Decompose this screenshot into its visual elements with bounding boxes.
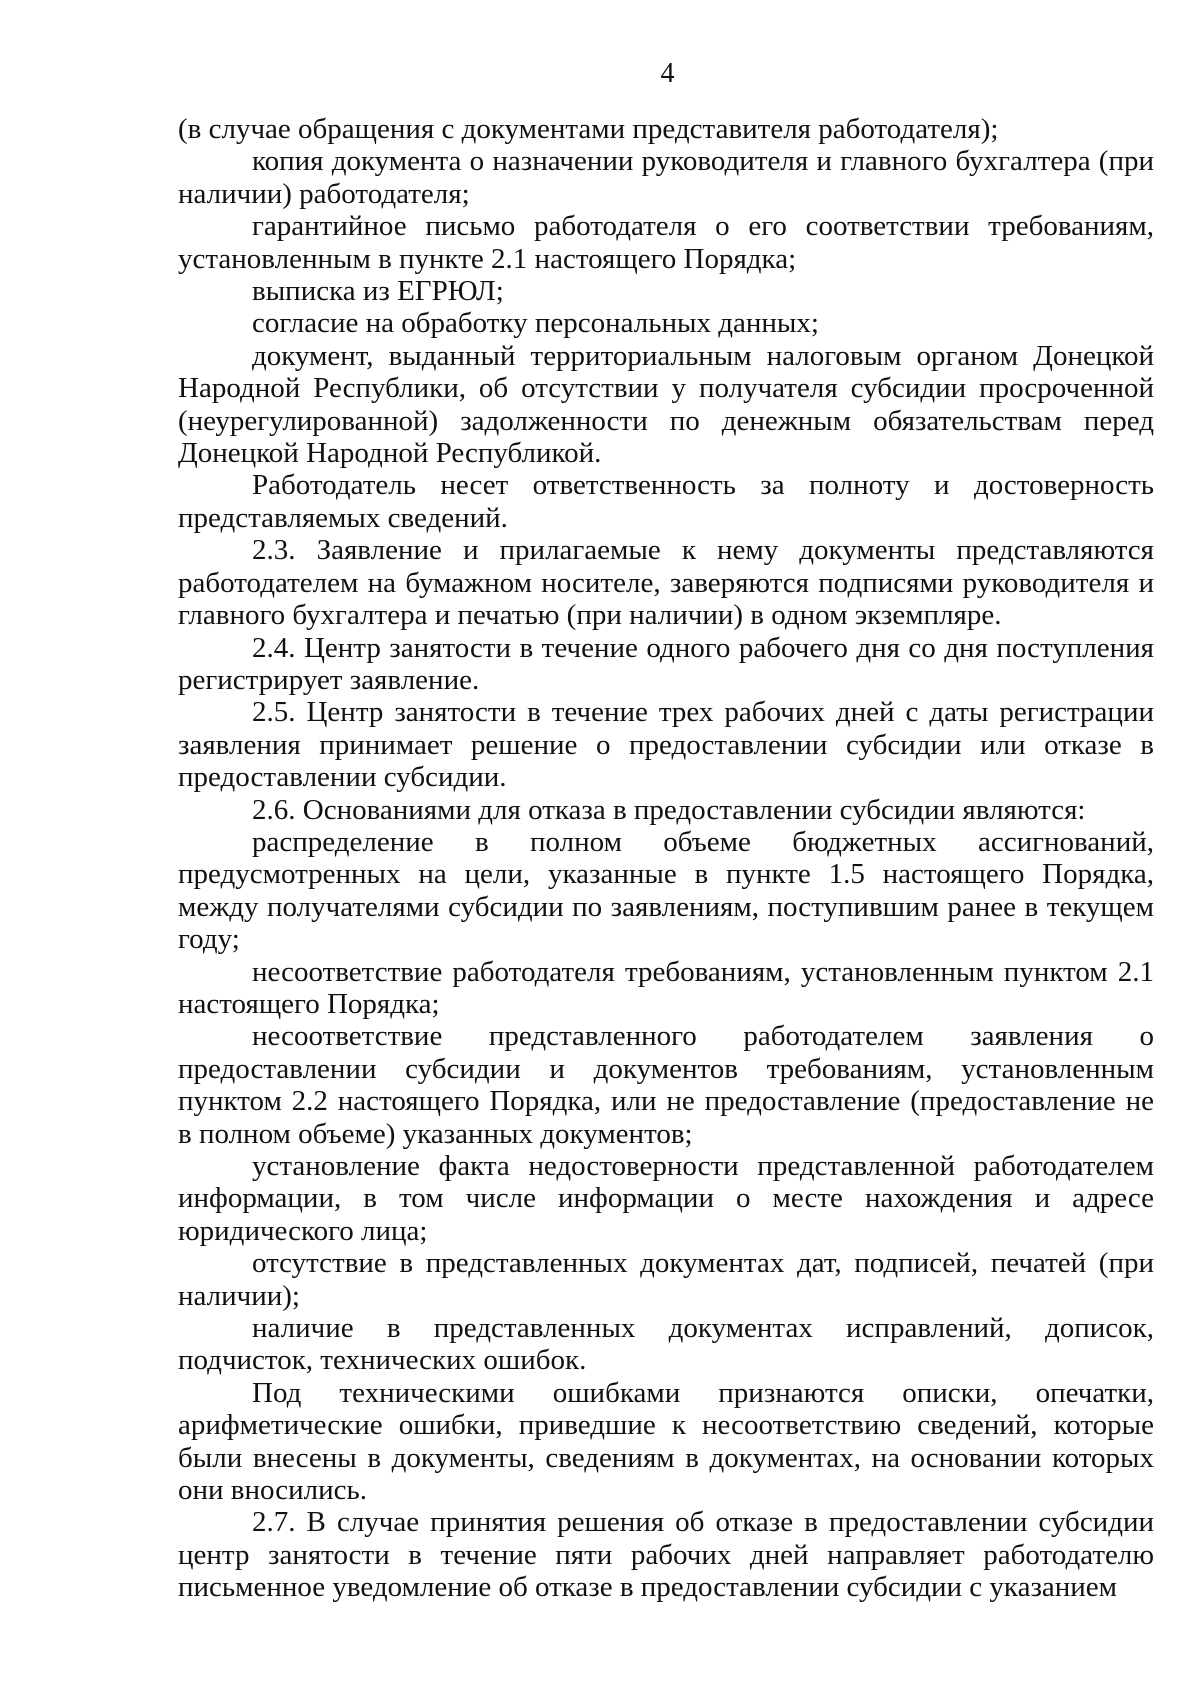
paragraph: документ, выданный территориальным налоговым органом Донецкой Народной Республики, об отсутствии у получателя субсидии просроченной (неурегулированной) задолженности по денежным обязательствам перед Донецкой Народной Республикой. — [178, 339, 1154, 470]
paragraph: 2.4. Центр занятости в течение одного рабочего дня со дня поступления регистрирует заявление. — [178, 631, 1154, 696]
paragraph: выписка из ЕГРЮЛ; — [252, 275, 504, 308]
paragraph: 2.3. Заявление и прилагаемые к нему документы представляются работодателем на бумажном носителе, заверяются подписями руководителя и главного бухгалтера и печатью (при наличии) в одном экземпляре. — [178, 534, 1154, 632]
document-body — [178, 113, 1154, 1604]
paragraph: (в случае обращения с документами представителя работодателя); — [178, 113, 999, 145]
paragraph: 2.5. Центр занятости в течение трех рабочих дней с даты регистрации заявления принимает решение о предоставлении субсидии или отказе в предоставлении субсидии. — [178, 696, 1154, 794]
paragraph: отсутствие в представленных документах дат, подписей, печатей (при наличии); — [178, 1247, 1154, 1312]
page-number: 4 — [660, 58, 675, 89]
paragraph: несоответствие работодателя требованиям, установленным пунктом 2.1 настоящего Порядка; — [178, 955, 1154, 1020]
paragraph: 2.6. Основаниями для отказа в предоставлении субсидии являются: — [252, 793, 1086, 826]
paragraph: несоответствие представленного работодателем заявления о предоставлении субсидии и документов требованиям, установленным пунктом 2.2 настоящего Порядка, или не предоставление (предоставление не в полном объеме) указанных документов; — [178, 1020, 1154, 1150]
paragraph: гарантийное письмо работодателя о его соответствии требованиям, установленным в пункте 2.1 настоящего Порядка; — [178, 210, 1154, 275]
paragraph: согласие на обработку персональных данных; — [252, 307, 819, 340]
paragraph: Под техническими ошибками признаются описки, опечатки, арифметические ошибки, приведшие к несоответствию сведений, которые были внесены в документы, сведениям в документах, на основании которых они вносились. — [178, 1376, 1154, 1507]
paragraph: копия документа о назначении руководителя и главного бухгалтера (при наличии) работодателя; — [178, 145, 1154, 210]
paragraph: наличие в представленных документах исправлений, дописок, подчисток, технических ошибок. — [178, 1312, 1154, 1377]
paragraph: 2.7. В случае принятия решения об отказе в предоставлении субсидии центр занятости в течение пяти рабочих дней направляет работодателю письменное уведомление об отказе в предоставлении субсидии с указанием — [178, 1506, 1154, 1604]
paragraph: установление факта недостоверности представленной работодателем информации, в том числе информации о месте нахождения и адресе юридического лица; — [178, 1150, 1154, 1247]
paragraph: Работодатель несет ответственность за полноту и достоверность представляемых сведений. — [178, 469, 1154, 534]
paragraph: распределение в полном объеме бюджетных ассигнований, предусмотренных на цели, указанные в пункте 1.5 настоящего Порядка, между получателями субсидии по заявлениям, поступившим ранее в текущем году; — [178, 825, 1154, 956]
